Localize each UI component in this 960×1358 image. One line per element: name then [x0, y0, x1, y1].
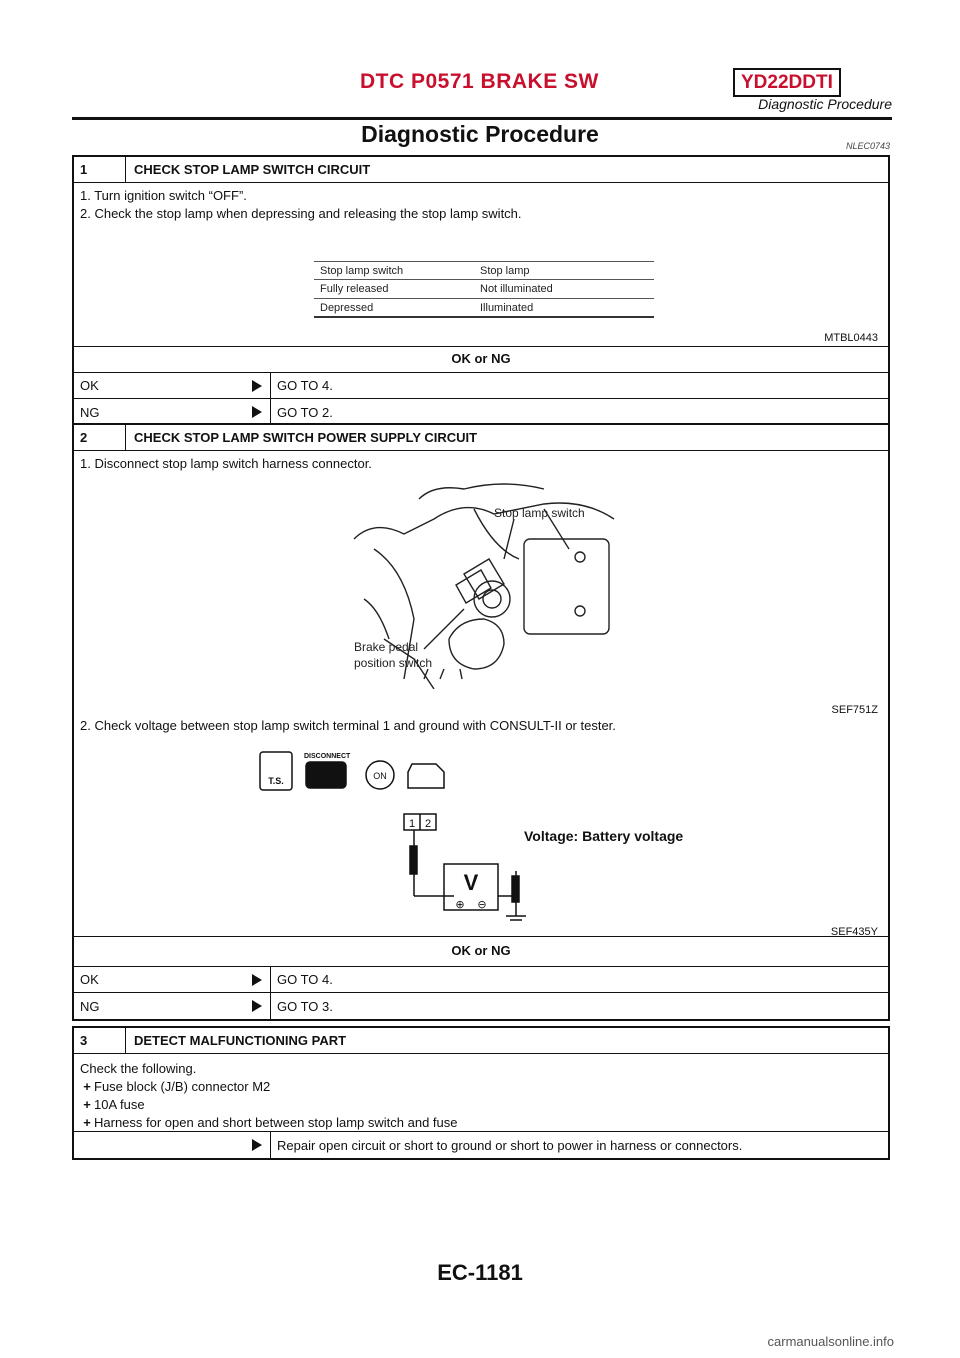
- step-3-title: DETECT MALFUNCTIONING PART: [134, 1033, 347, 1048]
- section-title: DTC P0571 BRAKE SW: [360, 70, 599, 93]
- table-header-row: [314, 261, 654, 280]
- step-2-title: CHECK STOP LAMP SWITCH POWER SUPPLY CIRCUIT: [134, 430, 478, 445]
- step-1-number: 1: [74, 157, 126, 182]
- step-2-result-ng: [74, 993, 888, 1019]
- result-label: NG: [80, 998, 100, 1014]
- result-action: GO TO 4.: [270, 373, 888, 398]
- figure-code: SEF751Z: [831, 704, 878, 716]
- arrow-right-icon: [252, 974, 262, 986]
- arrow-right-icon: [252, 380, 262, 392]
- page-title: Diagnostic Procedure: [361, 121, 599, 147]
- ignition-on-label: ON: [373, 771, 387, 781]
- voltage-spec: Voltage: Battery voltage: [524, 828, 684, 844]
- step-2-instruction-2: 2. Check voltage between stop lamp switch terminal 1 and ground with CONSULT-II or tester.: [80, 718, 616, 733]
- step-2-header: [74, 425, 888, 451]
- table-cell: Illuminated: [480, 301, 534, 314]
- step-2-question: OK or NG: [451, 943, 511, 958]
- result-label: OK: [80, 378, 99, 393]
- arrow-right-icon: [252, 1139, 262, 1151]
- stop-lamp-switch-illustration: [344, 479, 634, 689]
- step-2-question-band: [74, 937, 888, 967]
- terminal-1-label: 1: [408, 818, 416, 830]
- list-item: + 10A fuse: [80, 1096, 882, 1114]
- table-cell: Fully released: [320, 283, 389, 295]
- label-position-switch: position switch: [354, 656, 433, 670]
- section-subtitle: Diagnostic Procedure: [758, 96, 892, 112]
- stop-lamp-table: [314, 261, 654, 318]
- minus-icon: ⊖: [477, 899, 487, 911]
- header-rule: [72, 117, 892, 120]
- bullet-icon: +: [83, 1079, 91, 1094]
- step-1-box: [72, 155, 890, 427]
- step-3-number: 3: [74, 1028, 126, 1053]
- label-brake-pedal: Brake pedal: [354, 640, 419, 654]
- terminal-2-label: 2: [424, 818, 432, 830]
- bullet-icon: +: [83, 1097, 91, 1112]
- step-1-result-ok: [74, 373, 888, 399]
- voltmeter-label: V: [463, 870, 479, 895]
- step-3-box: [72, 1026, 890, 1160]
- page-number: EC-1181: [437, 1260, 523, 1285]
- step-1-header: [74, 157, 888, 183]
- figure-code: SEF435Y: [830, 926, 878, 938]
- label-stop-lamp-switch: Stop lamp switch: [494, 506, 585, 520]
- step-1-instruction-1: 1. Turn ignition switch “OFF”.: [80, 188, 247, 203]
- table-header-cell: Stop lamp switch: [320, 264, 404, 277]
- step-2-body: [74, 451, 888, 937]
- table-cell: Depressed: [320, 301, 374, 314]
- step-2-result-ok: [74, 967, 888, 993]
- figure-code: MTBL0443: [824, 332, 878, 344]
- step-3-intro: Check the following.: [80, 1061, 197, 1076]
- watermark: carmanualsonline.info: [767, 1334, 894, 1349]
- step-1-title: CHECK STOP LAMP SWITCH CIRCUIT: [134, 162, 371, 177]
- step-1-question-text: OK or NG: [451, 351, 511, 366]
- list-item: + Fuse block (J/B) connector M2: [80, 1078, 882, 1096]
- result-label: OK: [80, 972, 99, 987]
- step-2-instruction-1: 1. Disconnect stop lamp switch harness connector.: [80, 456, 372, 471]
- voltage-check-illustration: [254, 746, 704, 926]
- page-code: NLEC0743: [845, 141, 890, 151]
- ts-label: T.S.: [268, 776, 284, 786]
- result-action: GO TO 3.: [270, 993, 888, 1019]
- result-label: NG: [80, 404, 100, 420]
- step-1-result-ng: [74, 399, 888, 425]
- arrow-right-icon: [252, 406, 262, 418]
- bullet-icon: +: [83, 1115, 91, 1130]
- step-1-question-band: [74, 347, 888, 373]
- step-3-body: [74, 1054, 888, 1132]
- table-row: [314, 280, 654, 299]
- table-header-cell: Stop lamp: [480, 264, 530, 277]
- result-action: GO TO 2.: [270, 399, 888, 425]
- table-cell: Not illuminated: [480, 283, 553, 295]
- arrow-right-icon: [252, 1000, 262, 1012]
- list-item: + Harness for open and short between stop lamp switch and fuse: [80, 1114, 882, 1132]
- model-badge: YD22DDTI: [733, 68, 841, 97]
- disconnect-label: DISCONNECT: [304, 753, 351, 760]
- step-3-header: [74, 1028, 888, 1054]
- plus-icon: ⊕: [455, 899, 465, 911]
- step-1-instruction-2: 2. Check the stop lamp when depressing and releasing the stop lamp switch.: [80, 206, 522, 221]
- result-action: GO TO 4.: [270, 967, 888, 992]
- step-1-body: [74, 183, 888, 347]
- step-3-result: [74, 1132, 888, 1158]
- result-action: Repair open circuit or short to ground or short to power in harness or connectors.: [270, 1132, 888, 1158]
- table-row: [314, 299, 654, 318]
- step-2-number: 2: [74, 425, 126, 450]
- step-2-box: [72, 423, 890, 1021]
